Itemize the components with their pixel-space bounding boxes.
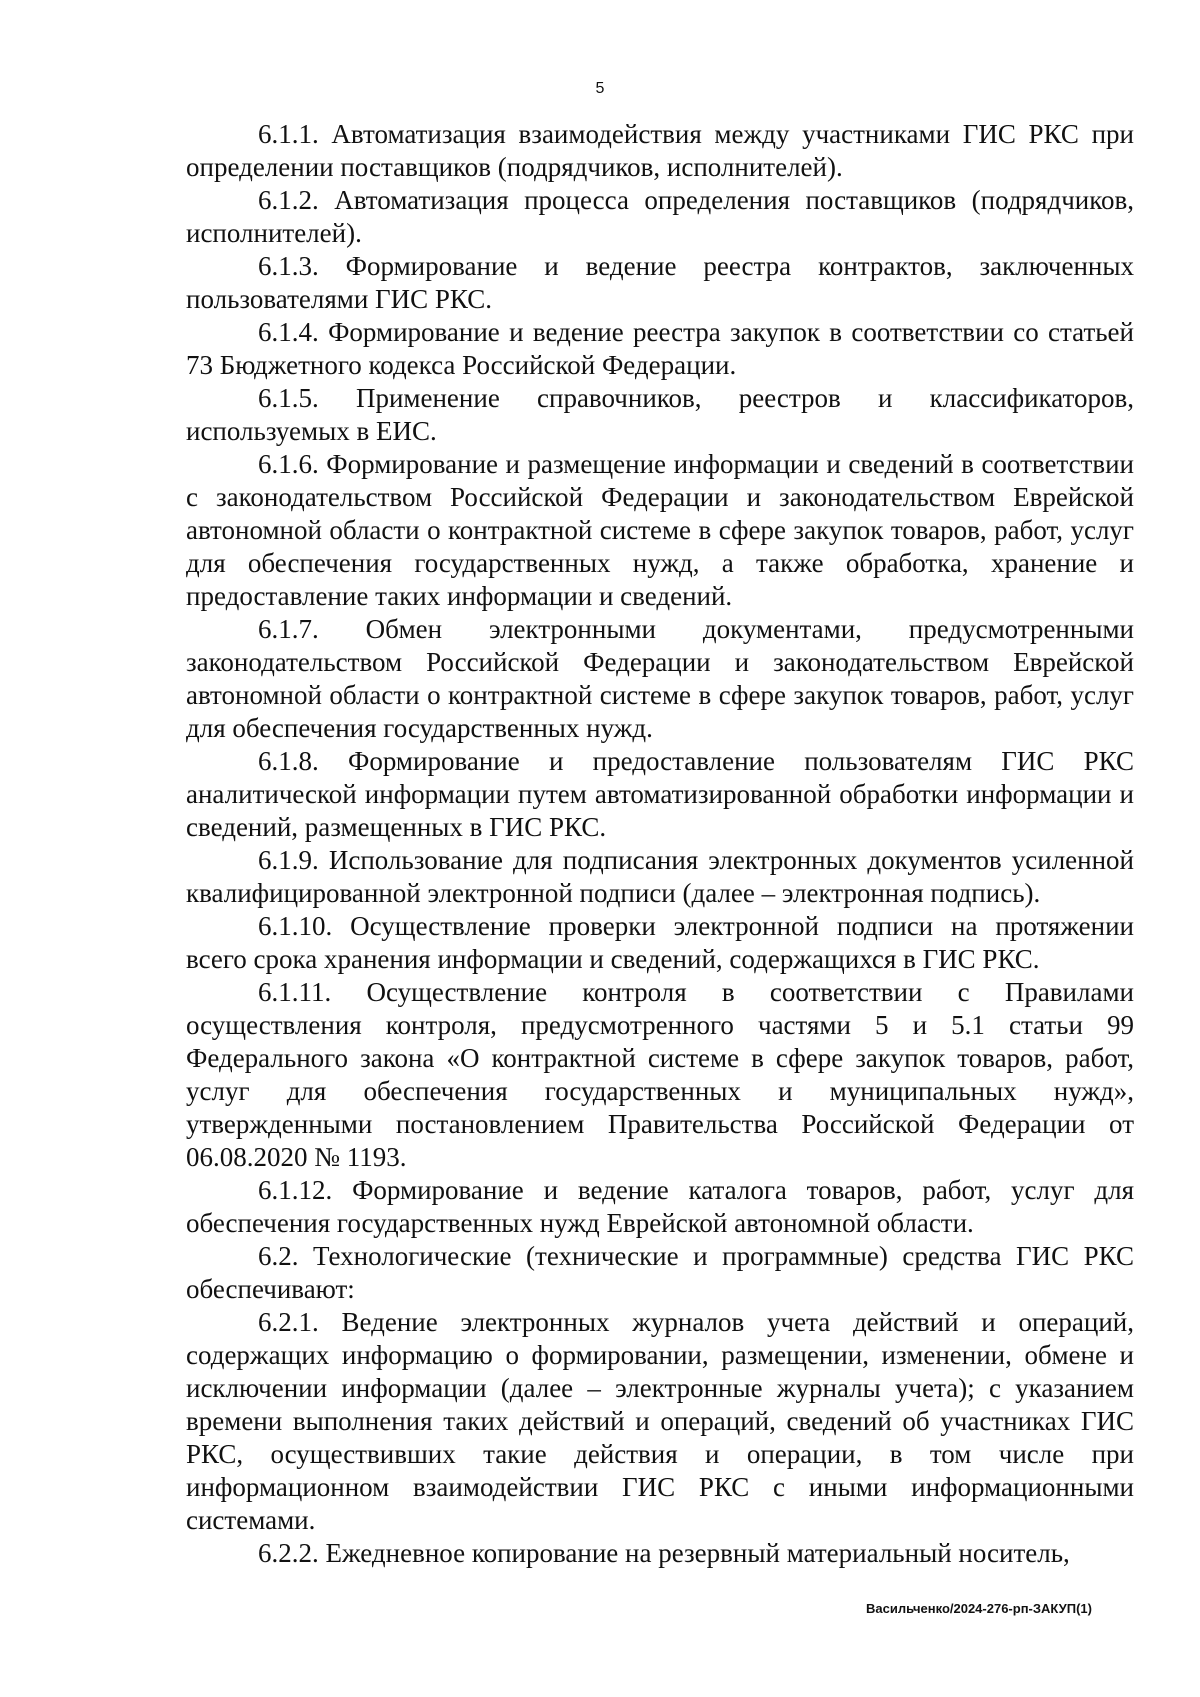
document-body <box>186 118 1134 1570</box>
paragraph-6-1-4: 6.1.4. Формирование и ведение реестра закупок в соответствии со статьей 73 Бюджетного кодекса Российской Федерации. <box>186 317 1134 380</box>
page-number: 5 <box>595 80 605 97</box>
paragraph-6-1-10: 6.1.10. Осуществление проверки электронной подписи на протяжении всего срока хранения информации и сведений, содержащихся в ГИС РКС. <box>186 911 1134 974</box>
paragraph-6-2: 6.2. Технологические (технические и программные) средства ГИС РКС обеспечивают: <box>186 1241 1134 1304</box>
document-reference-footer: Васильченко/2024-276-рп-ЗАКУП(1) <box>866 1601 1092 1616</box>
paragraph-6-1-1: 6.1.1. Автоматизация взаимодействия между участниками ГИС РКС при определении поставщиков (подрядчиков, исполнителей). <box>186 119 1134 182</box>
paragraph-6-1-8: 6.1.8. Формирование и предоставление пользователям ГИС РКС аналитической информации путем автоматизированной обработки информации и сведений, размещенных в ГИС РКС. <box>186 746 1134 842</box>
paragraph-6-1-11: 6.1.11. Осуществление контроля в соответствии с Правилами осуществления контроля, предусмотренного частями 5 и 5.1 статьи 99 Федерального закона «О контрактной системе в сфере закупок товаров, работ, услуг для обеспечения государственных и муниципальных нужд», утвержденными постановлением Правительства Российской Федерации от 06.08.2020 № 1193. <box>186 977 1134 1172</box>
paragraph-6-1-2: 6.1.2. Автоматизация процесса определения поставщиков (подрядчиков, исполнителей). <box>186 185 1134 248</box>
paragraph-6-1-7: 6.1.7. Обмен электронными документами, предусмотренными законодательством Российской Федерации и законодательством Еврейской автономной области о контрактной системе в сфере закупок товаров, работ, услуг для обеспечения государственных нужд. <box>186 614 1134 743</box>
paragraph-6-2-2: 6.2.2. Ежедневное копирование на резервный материальный носитель, <box>258 1538 1070 1568</box>
paragraph-6-1-12: 6.1.12. Формирование и ведение каталога товаров, работ, услуг для обеспечения государственных нужд Еврейской автономной области. <box>186 1175 1134 1238</box>
paragraph-6-1-3: 6.1.3. Формирование и ведение реестра контрактов, заключенных пользователями ГИС РКС. <box>186 251 1134 314</box>
paragraph-6-2-1: 6.2.1. Ведение электронных журналов учета действий и операций, содержащих информацию о формировании, размещении, изменении, обмене и исключении информации (далее – электронные журналы учета); с указанием времени выполнения таких действий и операций, сведений об участниках ГИС РКС, осуществивших такие действия и операции, в том числе при информационном взаимодействии ГИС РКС с иными информационными системами. <box>186 1307 1134 1535</box>
paragraph-6-1-6: 6.1.6. Формирование и размещение информации и сведений в соответствии с законодательством Российской Федерации и законодательством Еврейской автономной области о контрактной системе в сфере закупок товаров, работ, услуг для обеспечения государственных нужд, а также обработка, хранение и предоставление таких информации и сведений. <box>186 449 1134 611</box>
paragraph-6-1-5: 6.1.5. Применение справочников, реестров и классификаторов, используемых в ЕИС. <box>186 383 1134 446</box>
paragraph-6-1-9: 6.1.9. Использование для подписания электронных документов усиленной квалифицированной электронной подписи (далее – электронная подпись). <box>186 845 1134 908</box>
